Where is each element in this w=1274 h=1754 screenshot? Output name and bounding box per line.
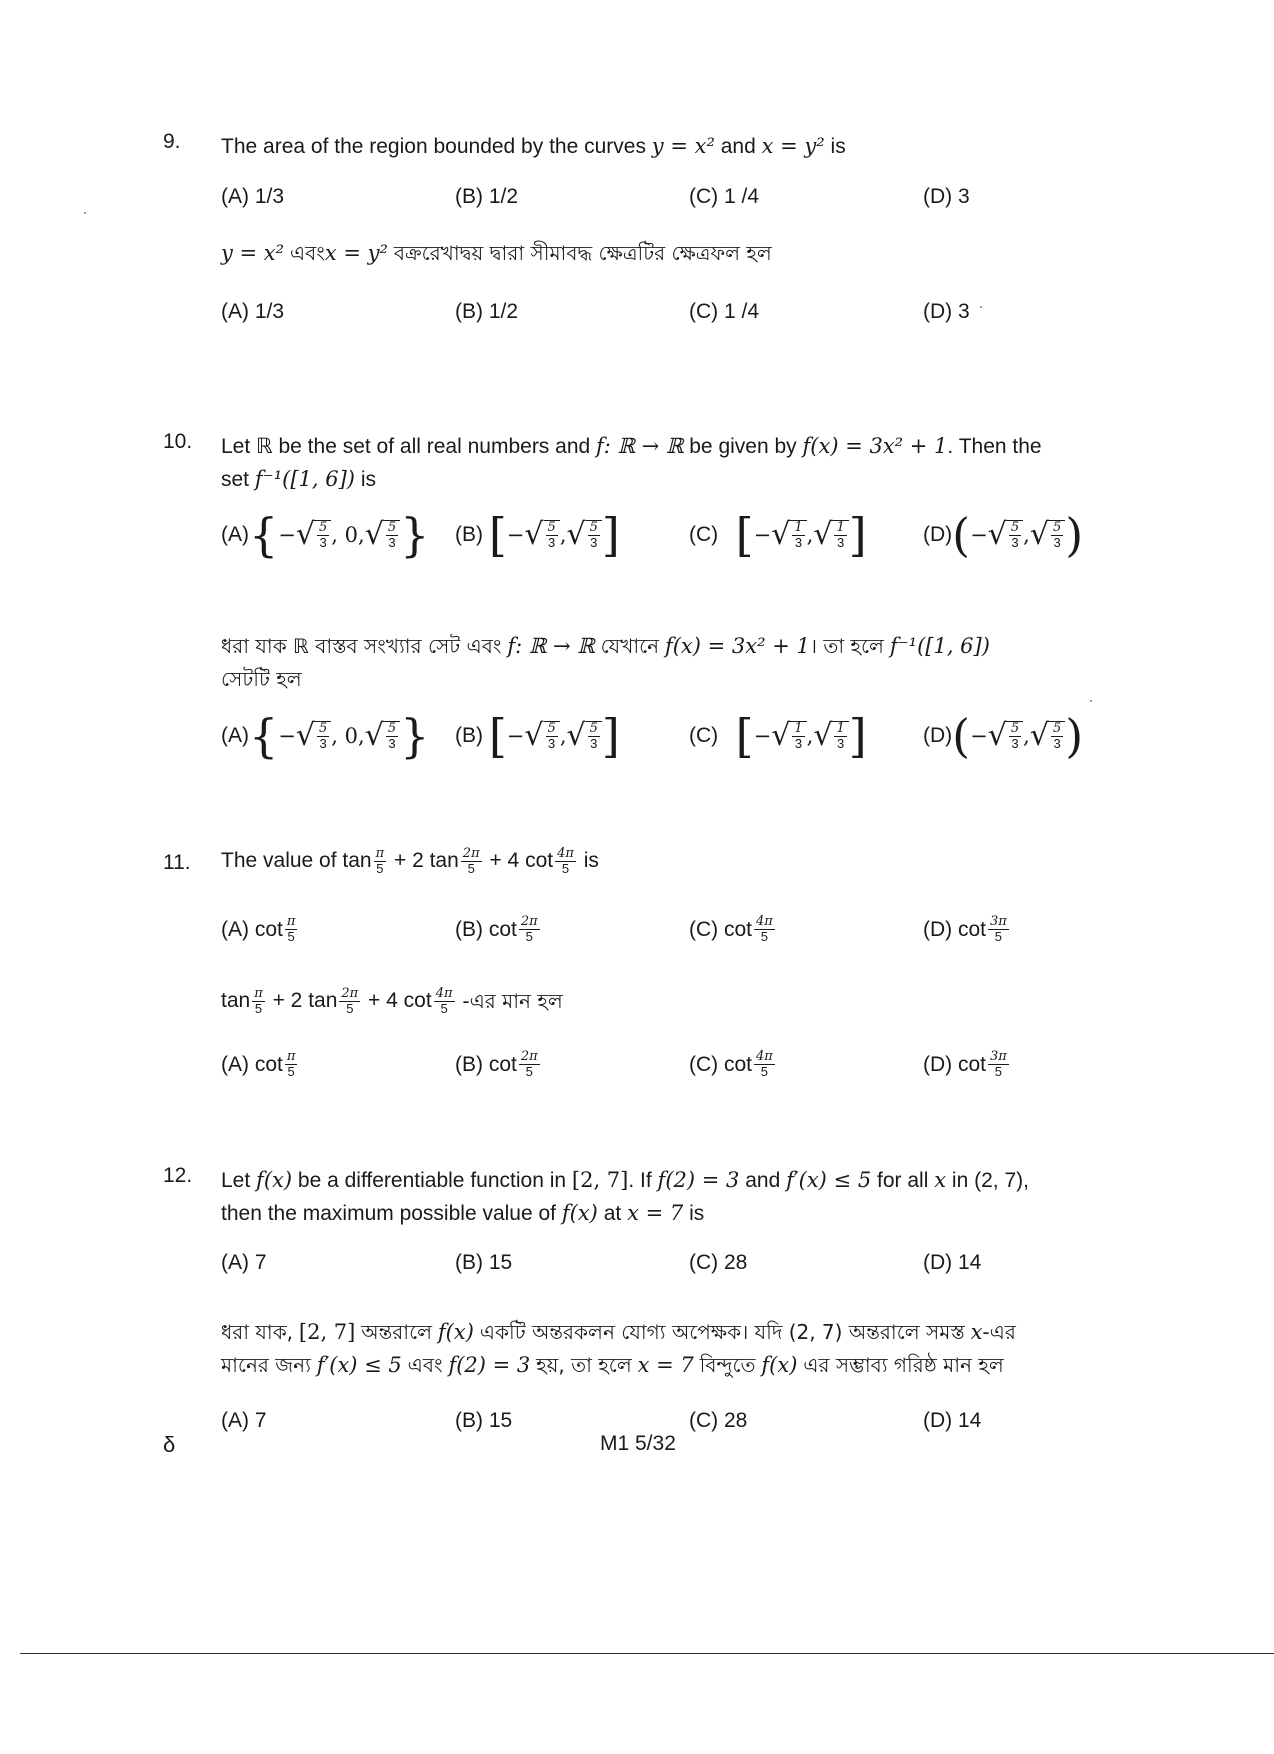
option-b[interactable]: (B) [ − √ $\frac{5}{3}$ , √ $\frac{5}{3}$ ] — [455, 508, 620, 562]
question-number: 11. — [163, 851, 191, 874]
options-bn — [221, 1409, 1141, 1469]
option-a[interactable]: (A) { − √ $\frac{5}{3}$ , 0, √ $\frac{5}{3}$ } — [221, 709, 430, 763]
question-number: 12. — [163, 1164, 193, 1187]
option-b[interactable]: (B) 1/2 — [455, 300, 519, 323]
question-text-bn: tan $\frac{\pi}{5}$ + 2 tan $\frac{2\pi}{5}$ + 4 cot $\frac{4\pi}{5}$ -এর মান হল — [221, 985, 563, 1016]
option-a[interactable]: (A) 7 — [221, 1409, 267, 1432]
option-d[interactable]: (D) 3 — [923, 300, 970, 323]
page-label: M1 5/32 — [600, 1432, 676, 1455]
option-a[interactable]: (A) cot $\frac{\pi}{5}$ — [221, 1049, 296, 1079]
options-bn — [221, 300, 1141, 360]
question-text-en: Let ℝ be the set of all real numbers and f: ℝ → ℝ be given by f(x) = 3x² + 1. Then the set f⁻¹([1, 6]) is — [221, 434, 1042, 491]
question-10 — [163, 430, 1143, 810]
question-number: 10. — [163, 430, 193, 453]
question-text-en: The area of the region bounded by the curves y = x² and x = y² is — [221, 134, 846, 158]
option-c[interactable]: (C) 28 — [689, 1409, 748, 1432]
option-d[interactable]: (D) 14 — [923, 1251, 982, 1274]
question-text-bn: ধরা যাক, [2, 7] অন্তরালে f(x) একটি অন্তরকলন যোগ্য অপেক্ষক। যদি (2, 7) অন্তরালে সমস্ত x-এর মানের জন্য f′(x) ≤ 5 এবং f(2) = 3 হয়, তা হলে x = 7 বিন্দুতে f(x) এর সম্ভাব্য গরিষ্ঠ মান হল — [221, 1320, 1016, 1377]
option-c[interactable]: (C) cot $\frac{4\pi}{5}$ — [689, 1049, 773, 1079]
options-en — [221, 185, 1141, 245]
option-a[interactable]: (A) 7 — [221, 1251, 267, 1274]
question-text-en: Let f(x) be a differentiable function in [2, 7]. If f(2) = 3 and f′(x) ≤ 5 for all x in (2, 7), then the maximum possible value of f(x) at x = 7 is — [221, 1168, 1029, 1225]
option-b[interactable]: (B) [ − √ $\frac{5}{3}$ , √ $\frac{5}{3}$ ] — [455, 709, 620, 763]
option-d[interactable]: (D) ( − √ $\frac{5}{3}$ , √ $\frac{5}{3}$ ) — [923, 709, 1084, 763]
option-c[interactable]: (C) [ − √ $\frac{1}{3}$ , √ $\frac{1}{3}$ ] — [689, 508, 867, 562]
scan-speck — [84, 212, 86, 214]
question-number: 9. — [163, 130, 181, 153]
options-en — [221, 915, 1141, 975]
option-b[interactable]: (B) cot $\frac{2\pi}{5}$ — [455, 914, 538, 944]
option-d[interactable]: (D) 3 — [923, 185, 970, 208]
option-a[interactable]: (A) 1/3 — [221, 300, 285, 323]
options-en — [221, 508, 1141, 572]
question-12 — [163, 1164, 1143, 1444]
options-bn — [221, 709, 1141, 773]
option-d[interactable]: (D) ( − √ $\frac{5}{3}$ , √ $\frac{5}{3}$ ) — [923, 508, 1084, 562]
option-c[interactable]: (C) cot $\frac{4\pi}{5}$ — [689, 914, 773, 944]
option-a[interactable]: (A) { − √ $\frac{5}{3}$ , 0, √ $\frac{5}{3}$ } — [221, 508, 430, 562]
option-b[interactable]: (B) cot $\frac{2\pi}{5}$ — [455, 1049, 538, 1079]
option-c[interactable]: (C) [ − √ $\frac{1}{3}$ , √ $\frac{1}{3}$ ] — [689, 709, 867, 763]
options-en — [221, 1251, 1141, 1311]
footer-mark: δ — [163, 1432, 176, 1457]
option-d[interactable]: (D) cot $\frac{3\pi}{5}$ — [923, 1049, 1007, 1079]
option-b[interactable]: (B) 15 — [455, 1251, 513, 1274]
option-c[interactable]: (C) 1 /4 — [689, 185, 760, 208]
question-11 — [163, 845, 1143, 1105]
option-c[interactable]: (C) 28 — [689, 1251, 748, 1274]
option-b[interactable]: (B) 1/2 — [455, 185, 519, 208]
bottom-rule — [20, 1653, 1274, 1654]
question-9 — [163, 130, 1143, 330]
option-d[interactable]: (D) 14 — [923, 1409, 982, 1432]
scan-speck — [1090, 700, 1092, 702]
question-text-bn: y = x² এবংx = y² বক্ররেখাদ্বয় দ্বারা সীমাবদ্ধ ক্ষেত্রটির ক্ষেত্রফল হল — [221, 241, 772, 265]
option-a[interactable]: (A) 1/3 — [221, 185, 285, 208]
option-a[interactable]: (A) cot $\frac{\pi}{5}$ — [221, 914, 296, 944]
question-text-en: The value of tan $\frac{\pi}{5}$ + 2 tan $\frac{2\pi}{5}$ + 4 cot $\frac{4\pi}{5}$ is — [221, 845, 599, 876]
option-c[interactable]: (C) 1 /4 — [689, 300, 760, 323]
scan-speck — [980, 306, 982, 308]
option-b[interactable]: (B) 15 — [455, 1409, 513, 1432]
option-d[interactable]: (D) cot $\frac{3\pi}{5}$ — [923, 914, 1007, 944]
question-text-bn: ধরা যাক ℝ বাস্তব সংখ্যার সেট এবং f: ℝ → ℝ যেখানে f(x) = 3x² + 1। তা হলে f⁻¹([1, 6]) সেটটি হল — [221, 634, 990, 691]
options-bn — [221, 1050, 1141, 1110]
